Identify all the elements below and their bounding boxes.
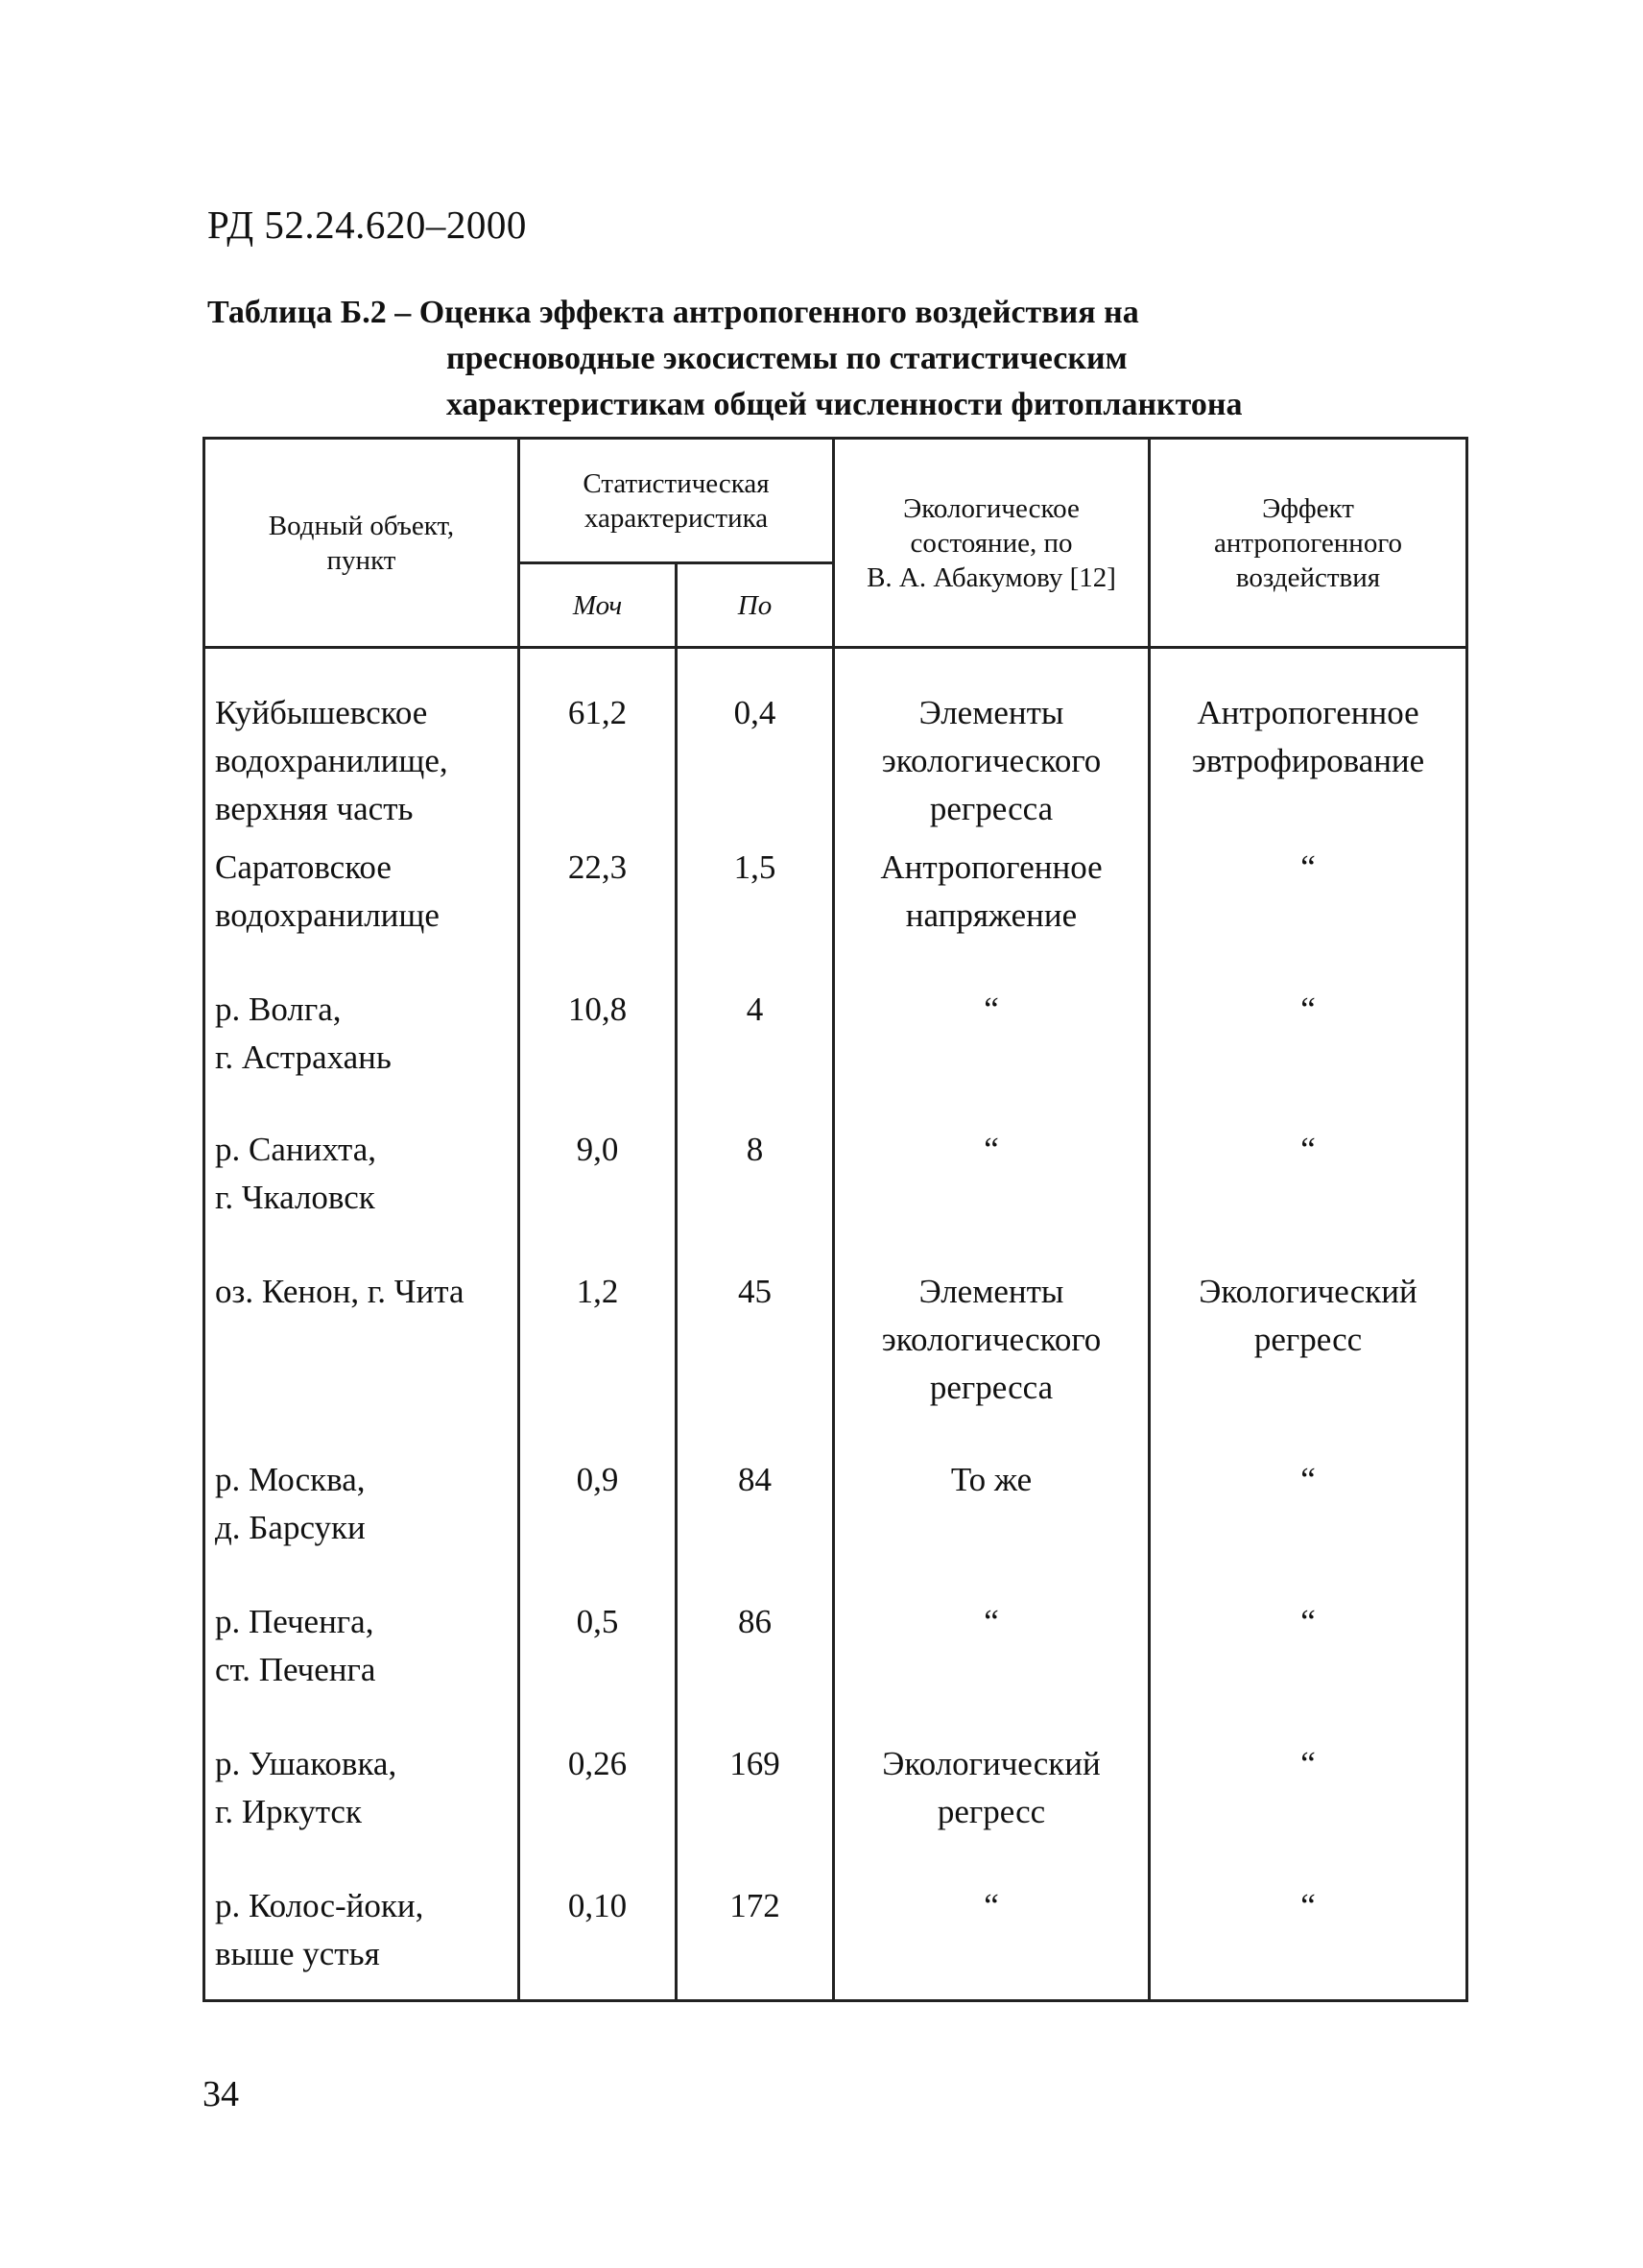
header-effect (1150, 439, 1467, 648)
table-row (204, 1874, 1467, 2001)
caption-line-3: характеристикам общей численности фитопланктона (446, 387, 1243, 422)
cell-line: верхняя часть (215, 790, 414, 827)
ditto-mark: “ (984, 1130, 999, 1168)
cell-line: р. Волга, (215, 990, 342, 1028)
cell-object (204, 1260, 519, 1448)
cell-po: 45 (677, 1260, 834, 1448)
cell-po: 86 (677, 1590, 834, 1732)
cell-object (204, 978, 519, 1118)
cell-moch: 1,2 (519, 1260, 677, 1448)
ditto-mark: “ (1300, 848, 1316, 886)
cell-line: д. Барсуки (215, 1508, 366, 1546)
header-effect-line1: Эффект (1262, 492, 1354, 524)
header-eco-line3: В. А. Абакумову [12] (867, 561, 1116, 593)
cell-moch: 61,2 (519, 648, 677, 836)
header-eco-line2: состояние, по (910, 527, 1073, 559)
cell-state (834, 1118, 1150, 1260)
cell-line: регресса (929, 1368, 1054, 1406)
cell-moch: 22,3 (519, 836, 677, 978)
caption-line-1: Таблица Б.2 – Оценка эффекта антропогенного воздействия на (207, 295, 1139, 330)
header-effect-line2: антропогенного (1213, 527, 1403, 559)
cell-line: экологического (881, 742, 1102, 779)
cell-line: р. Ушаковка, (215, 1744, 397, 1782)
cell-object (204, 1732, 519, 1874)
ditto-mark: “ (984, 990, 999, 1028)
cell-state (834, 1590, 1150, 1732)
cell-state (834, 836, 1150, 978)
cell-line: Экологический (1199, 1272, 1417, 1310)
table-row (204, 836, 1467, 978)
cell-line: Куйбышевское (215, 694, 428, 731)
ditto-mark: “ (984, 1886, 999, 1924)
header-statistical (519, 439, 834, 563)
cell-object (204, 1590, 519, 1732)
header-moch: Моч (519, 563, 677, 648)
table-row (204, 1590, 1467, 1732)
table-row (204, 1118, 1467, 1260)
header-eco-line1: Экологическое (903, 492, 1080, 524)
cell-po: 4 (677, 978, 834, 1118)
cell-line: Антропогенное (1197, 694, 1419, 731)
table-row (204, 1260, 1467, 1448)
table-caption (207, 290, 1474, 428)
cell-state (834, 1448, 1150, 1590)
header-water-object-line2: пункт (326, 544, 396, 576)
page-number: 34 (202, 2074, 239, 2114)
header-statistical-line1: Статистическая (583, 467, 770, 499)
cell-object (204, 1448, 519, 1590)
cell-moch: 0,5 (519, 1590, 677, 1732)
cell-line: г. Чкаловск (215, 1178, 375, 1216)
cell-moch: 9,0 (519, 1118, 677, 1260)
cell-line: выше устья (215, 1934, 380, 1972)
cell-po: 169 (677, 1732, 834, 1874)
cell-line: водохранилище, (215, 742, 448, 779)
cell-line: Элементы (918, 1272, 1064, 1310)
cell-effect (1150, 1732, 1467, 1874)
cell-line: регресс (1253, 1320, 1363, 1358)
cell-line: р. Санихта, (215, 1130, 376, 1168)
cell-object (204, 836, 519, 978)
cell-state (834, 978, 1150, 1118)
cell-moch: 10,8 (519, 978, 677, 1118)
cell-state (834, 1874, 1150, 2001)
document-code: РД 52.24.620–2000 (207, 203, 527, 247)
cell-line: напряжение (905, 895, 1078, 934)
cell-effect (1150, 1448, 1467, 1590)
cell-line: р. Москва, (215, 1460, 366, 1498)
cell-line: регресса (929, 790, 1054, 827)
cell-state (834, 648, 1150, 836)
cell-effect (1150, 836, 1467, 978)
cell-po: 172 (677, 1874, 834, 2001)
cell-object (204, 648, 519, 836)
header-po: По (677, 563, 834, 648)
cell-effect (1150, 1874, 1467, 2001)
cell-moch: 0,26 (519, 1732, 677, 1874)
table-row (204, 978, 1467, 1118)
cell-state (834, 1260, 1150, 1448)
cell-effect (1150, 1590, 1467, 1732)
ditto-mark: “ (1300, 990, 1316, 1028)
cell-line: эвтрофирование (1191, 742, 1425, 779)
caption-line-2: пресноводные экосистемы по статистическим (446, 341, 1128, 376)
cell-line: г. Иркутск (215, 1792, 362, 1830)
cell-effect (1150, 1260, 1467, 1448)
ditto-mark: “ (1300, 1744, 1316, 1782)
header-statistical-line2: характеристика (583, 502, 769, 534)
cell-line: Элементы (918, 694, 1064, 731)
cell-effect (1150, 1118, 1467, 1260)
ditto-mark: “ (984, 1602, 999, 1640)
cell-line: ст. Печенга (215, 1650, 376, 1688)
table-row (204, 1448, 1467, 1590)
table-row (204, 1732, 1467, 1874)
cell-line: р. Печенга, (215, 1602, 374, 1640)
cell-state (834, 1732, 1150, 1874)
cell-effect (1150, 978, 1467, 1118)
table-row (204, 648, 1467, 836)
cell-effect (1150, 648, 1467, 836)
cell-po: 8 (677, 1118, 834, 1260)
cell-line: Экологический (882, 1744, 1101, 1782)
cell-line: Саратовское (215, 848, 392, 886)
cell-line: Антропогенное (880, 848, 1103, 886)
cell-po: 84 (677, 1448, 834, 1590)
cell-line: То же (950, 1460, 1033, 1498)
cell-object (204, 1118, 519, 1260)
cell-line: водохранилище (215, 895, 440, 934)
ditto-mark: “ (1300, 1130, 1316, 1168)
cell-moch: 0,10 (519, 1874, 677, 2001)
cell-object (204, 1874, 519, 2001)
header-effect-line3: воздействия (1235, 561, 1381, 593)
cell-line: р. Колос-йоки, (215, 1886, 424, 1924)
cell-line: оз. Кенон, г. Чита (215, 1272, 464, 1310)
ditto-mark: “ (1300, 1460, 1316, 1498)
header-ecological-state (834, 439, 1150, 648)
cell-moch: 0,9 (519, 1448, 677, 1590)
cell-po: 0,4 (677, 648, 834, 836)
cell-line: регресс (937, 1792, 1046, 1830)
ditto-mark: “ (1300, 1602, 1316, 1640)
cell-line: экологического (881, 1320, 1102, 1358)
assessment-table (202, 437, 1468, 2002)
header-water-object-line1: Водный объект, (268, 510, 455, 541)
cell-line: г. Астрахань (215, 1038, 392, 1076)
ditto-mark: “ (1300, 1886, 1316, 1924)
header-water-object (204, 439, 519, 648)
cell-po: 1,5 (677, 836, 834, 978)
